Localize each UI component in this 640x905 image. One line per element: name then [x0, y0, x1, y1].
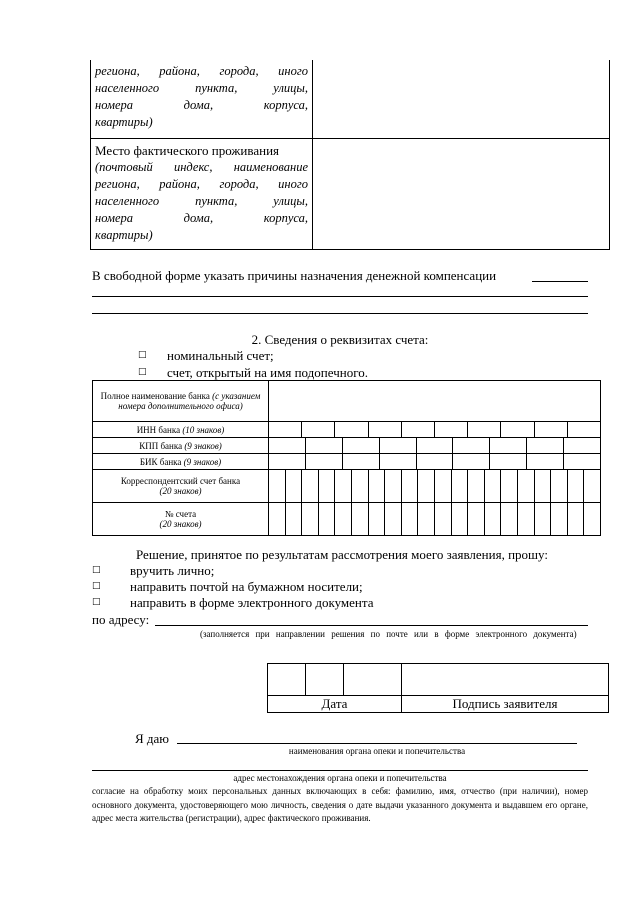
digit-cell[interactable] [490, 438, 527, 453]
date-day-cell[interactable] [268, 664, 306, 696]
digit-cell[interactable] [435, 470, 452, 502]
actual-address-title: Место фактического проживания [95, 143, 280, 158]
option-nominal: номинальный счет; [167, 348, 274, 363]
bank-name-label [93, 381, 269, 422]
label-line: номера дома, корпуса, [95, 98, 308, 112]
digit-cell[interactable] [485, 470, 502, 502]
registration-address-value[interactable] [313, 60, 610, 139]
digit-cell[interactable] [435, 422, 468, 437]
digit-cell[interactable] [302, 503, 319, 535]
digit-cell[interactable] [568, 503, 585, 535]
digit-cell[interactable] [452, 503, 469, 535]
consent-text: согласие на обработку моих персональных данных включающих в себя: фамилию, имя, отчество (при наличии), номер основного документа, удостоверяющего мою личность, сведения о дате выдачи указанного документа и выдавшем его органе, адрес места жительства (регистрации), адрес фактического проживания. [92, 786, 588, 823]
address-line[interactable] [155, 625, 588, 626]
bik-title: БИК банка [139, 456, 182, 467]
digit-cell[interactable] [418, 470, 435, 502]
digit-cell[interactable] [435, 503, 452, 535]
reasons-line-1[interactable] [532, 281, 588, 282]
digit-cell[interactable] [468, 470, 485, 502]
digit-cell[interactable] [319, 470, 336, 502]
digit-cell[interactable] [402, 470, 419, 502]
corr-row [93, 470, 601, 503]
digit-cell[interactable] [501, 470, 518, 502]
digit-cell[interactable] [335, 503, 352, 535]
digit-cell[interactable] [518, 503, 535, 535]
digit-cell[interactable] [417, 438, 454, 453]
digit-cell[interactable] [302, 470, 319, 502]
actual-address-value[interactable] [313, 139, 610, 250]
checkbox-ward-account[interactable]: □ [138, 367, 147, 377]
label-line: региона, района, города, иного [95, 64, 308, 78]
digit-cell[interactable] [535, 422, 568, 437]
digit-cell[interactable] [302, 422, 335, 437]
checkbox-electronic[interactable]: □ [92, 597, 101, 607]
digit-cell[interactable] [452, 470, 469, 502]
kpp-title: КПП банка [139, 440, 183, 451]
signature-input-row [268, 664, 609, 696]
digit-cell[interactable] [551, 470, 568, 502]
digit-cell[interactable] [269, 438, 306, 453]
bank-name-note: (с указанием номера дополнительного офиса) [118, 391, 261, 411]
digit-cell[interactable] [564, 438, 600, 453]
address-label-cell [91, 60, 313, 139]
inn-digit-group [269, 422, 600, 437]
kpp-cells [269, 438, 601, 454]
bik-cells [269, 454, 601, 470]
digit-cell[interactable] [380, 454, 417, 469]
section2-heading: 2. Сведения о реквизитах счета: [251, 332, 429, 347]
date-label: Дата [268, 696, 402, 713]
digit-cell[interactable] [568, 470, 585, 502]
address-row-actual [91, 139, 610, 250]
corr-digit-group [269, 470, 600, 502]
label-line: населенного пункта, улицы, [95, 194, 308, 208]
address-table [90, 60, 610, 250]
digit-cell[interactable] [269, 470, 286, 502]
reasons-line-3[interactable] [92, 313, 588, 314]
digit-cell[interactable] [584, 503, 600, 535]
digit-cell[interactable] [352, 503, 369, 535]
label-line: региона, района, города, иного [95, 177, 308, 191]
digit-cell[interactable] [343, 454, 380, 469]
digit-cell[interactable] [501, 503, 518, 535]
digit-cell[interactable] [527, 454, 564, 469]
account-title: № счета [164, 509, 197, 519]
corr-cells [269, 470, 601, 503]
reasons-label: В свободной форме указать причины назначения денежной компенсации [92, 268, 497, 283]
address-label: по адресу: [92, 612, 150, 627]
label-line: (почтовый индекс, наименование [95, 160, 308, 174]
digit-cell[interactable] [385, 470, 402, 502]
label-line: квартиры) [95, 115, 153, 129]
label-line: квартиры) [95, 228, 153, 242]
signature-table [267, 663, 609, 713]
digit-cell[interactable] [518, 470, 535, 502]
decision-intro: Решение, принятое по результатам рассмотрения моего заявления, прошу: [136, 547, 548, 562]
digit-cell[interactable] [306, 454, 343, 469]
label-line: номера дома, корпуса, [95, 211, 308, 225]
corr-title: Корреспондентский счет банка [120, 476, 241, 486]
digit-cell[interactable] [468, 503, 485, 535]
option-electronic: направить в форме электронного документа [130, 595, 374, 610]
bank-details-table [92, 380, 601, 536]
digit-cell[interactable] [286, 503, 303, 535]
consent-org-line[interactable] [177, 743, 577, 744]
digit-cell[interactable] [584, 470, 600, 502]
digit-cell[interactable] [535, 503, 552, 535]
digit-cell[interactable] [306, 438, 343, 453]
account-row [93, 503, 601, 536]
digit-cell[interactable] [453, 438, 490, 453]
digit-cell[interactable] [468, 422, 501, 437]
checkbox-in-person[interactable]: □ [92, 565, 101, 575]
bik-row [93, 454, 601, 470]
registration-address-label [92, 61, 311, 132]
digit-cell[interactable] [335, 470, 352, 502]
digit-cell[interactable] [319, 503, 336, 535]
digit-cell[interactable] [352, 470, 369, 502]
digit-cell[interactable] [286, 470, 303, 502]
option-in-person: вручить лично; [130, 563, 215, 578]
inn-label [93, 422, 269, 438]
option-ward-account: счет, открытый на имя подопечного. [167, 365, 368, 380]
date-month-cell[interactable] [306, 664, 344, 696]
digit-cell[interactable] [564, 454, 600, 469]
checkbox-by-mail[interactable]: □ [92, 581, 101, 591]
digit-cell[interactable] [269, 454, 306, 469]
digit-cell[interactable] [551, 503, 568, 535]
digit-cell[interactable] [402, 422, 435, 437]
inn-note: (10 знаков) [182, 424, 225, 435]
account-label [93, 503, 269, 536]
digit-cell[interactable] [369, 503, 386, 535]
digit-cell[interactable] [535, 470, 552, 502]
digit-cell[interactable] [485, 503, 502, 535]
digit-cell[interactable] [269, 422, 302, 437]
consent-addr-line[interactable] [92, 770, 588, 771]
signature-cell[interactable] [402, 664, 609, 696]
digit-cell[interactable] [417, 454, 454, 469]
bik-label [93, 454, 269, 470]
digit-cell[interactable] [343, 438, 380, 453]
option-by-mail: направить почтой на бумажном носители; [130, 579, 363, 594]
bik-digit-group [269, 454, 600, 469]
digit-cell[interactable] [369, 422, 402, 437]
address-label-cell [91, 139, 313, 250]
address-row-registration [91, 60, 610, 139]
digit-cell[interactable] [418, 503, 435, 535]
digit-cell[interactable] [527, 438, 564, 453]
account-note: (20 знаков) [159, 519, 202, 529]
account-cells [269, 503, 601, 536]
kpp-note: (9 знаков) [184, 440, 222, 451]
bank-name-value[interactable] [269, 381, 601, 422]
checkbox-nominal[interactable]: □ [138, 350, 147, 360]
actual-address-label [92, 140, 311, 245]
consent-addr-caption: адрес местонахождения органа опеки и попечительства [233, 773, 447, 783]
digit-cell[interactable] [369, 470, 386, 502]
kpp-row [93, 438, 601, 454]
digit-cell[interactable] [490, 454, 527, 469]
date-year-cell[interactable] [344, 664, 402, 696]
bik-note: (9 знаков) [183, 456, 222, 467]
digit-cell[interactable] [568, 422, 600, 437]
reasons-line-2[interactable] [92, 296, 588, 297]
account-digit-group [269, 503, 600, 535]
digit-cell[interactable] [402, 503, 419, 535]
digit-cell[interactable] [380, 438, 417, 453]
inn-title: ИНН банка [136, 424, 181, 435]
inn-cells [269, 422, 601, 438]
digit-cell[interactable] [335, 422, 368, 437]
signature-caption-row [268, 696, 609, 713]
inn-row [93, 422, 601, 438]
corr-note: (20 знаков) [159, 486, 202, 496]
kpp-label [93, 438, 269, 454]
address-note: (заполняется при направлении решения по почте или в форме электронного документа) [200, 629, 577, 639]
digit-cell[interactable] [385, 503, 402, 535]
digit-cell[interactable] [453, 454, 490, 469]
consent-prefix: Я даю [135, 731, 170, 746]
label-line: населенного пункта, улицы, [95, 81, 308, 95]
corr-label [93, 470, 269, 503]
signature-label: Подпись заявителя [402, 696, 609, 713]
kpp-digit-group [269, 438, 600, 453]
digit-cell[interactable] [501, 422, 534, 437]
bank-name-row [93, 381, 601, 422]
bank-name-title: Полное наименование банка [100, 391, 210, 401]
consent-org-caption: наименования органа опеки и попечительства [288, 746, 466, 756]
digit-cell[interactable] [269, 503, 286, 535]
